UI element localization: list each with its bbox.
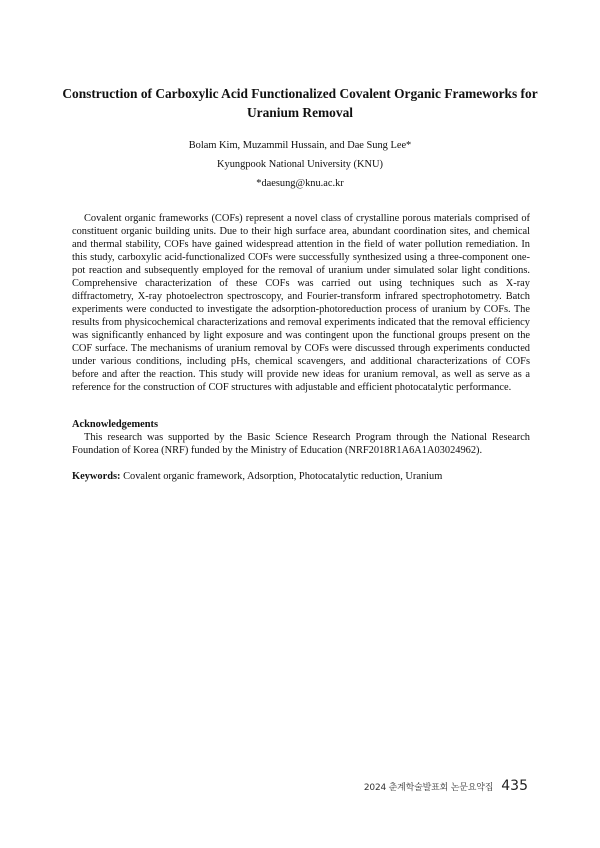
page-number: 435 [501, 778, 528, 794]
paper-title: Construction of Carboxylic Acid Functionalized Covalent Organic Frameworks for Uranium Removal [62, 86, 538, 120]
author-list: Bolam Kim, Muzammil Hussain, and Dae Sung Lee* [188, 140, 412, 151]
abstract-body: Covalent organic frameworks (COFs) represent a novel class of crystalline porous materials comprised of constituent organic building units. Due to their high surface area, abundant coordination sites, and chemical and thermal stability, COFs have gained widespread attention in the field of water pollution remediation. In this study, carboxylic acid-functionalized COFs were successfully synthesized using a three-component one-pot reaction and subsequently employed for the removal of uranium under simulated solar light conditions. Comprehensive characterization of these COFs was carried out using techniques such as X-ray diffractometry, X-ray photoelectron spectroscopy, and Fourier-transform infrared spectrophotometry. Batch experiments were conducted to investigate the adsorption-photoreduction process of uranium by COFs. The results from physicochemical characterizations and removal experiments indicated that the removal efficiency was significantly enhanced by light exposure and was contingent upon the functional groups present on the COF surface. The mechanisms of uranium removal by COFs were discussed through experiments conducted under various conditions, including pHs, chemical scavengers, and additional characterizations of COFs before and after the reaction. This study will provide new ideas for uranium removal, as well as serve as a reference for the construction of COF structures with adjustable and efficient photocatalytic performance. [72, 213, 530, 393]
acknowledgements-body: This research was supported by the Basic Science Research Program through the National Research Foundation of Korea (NRF) funded by the Ministry of Education (NRF2018R1A6A1A03024962). [72, 432, 530, 456]
page-footer [364, 778, 528, 794]
acknowledgements-heading: Acknowledgements [72, 419, 159, 430]
affiliation: Kyungpook National University (KNU) [217, 159, 383, 170]
keywords-label: Keywords: [72, 471, 121, 482]
corresponding-email: *daesung@knu.ac.kr [256, 178, 344, 189]
keywords-line [72, 470, 530, 483]
conference-name: 2024 춘계학술발표회 논문요약집 [363, 783, 494, 793]
keywords-list: Covalent organic framework, Adsorption, Photocatalytic reduction, Uranium [123, 471, 443, 482]
